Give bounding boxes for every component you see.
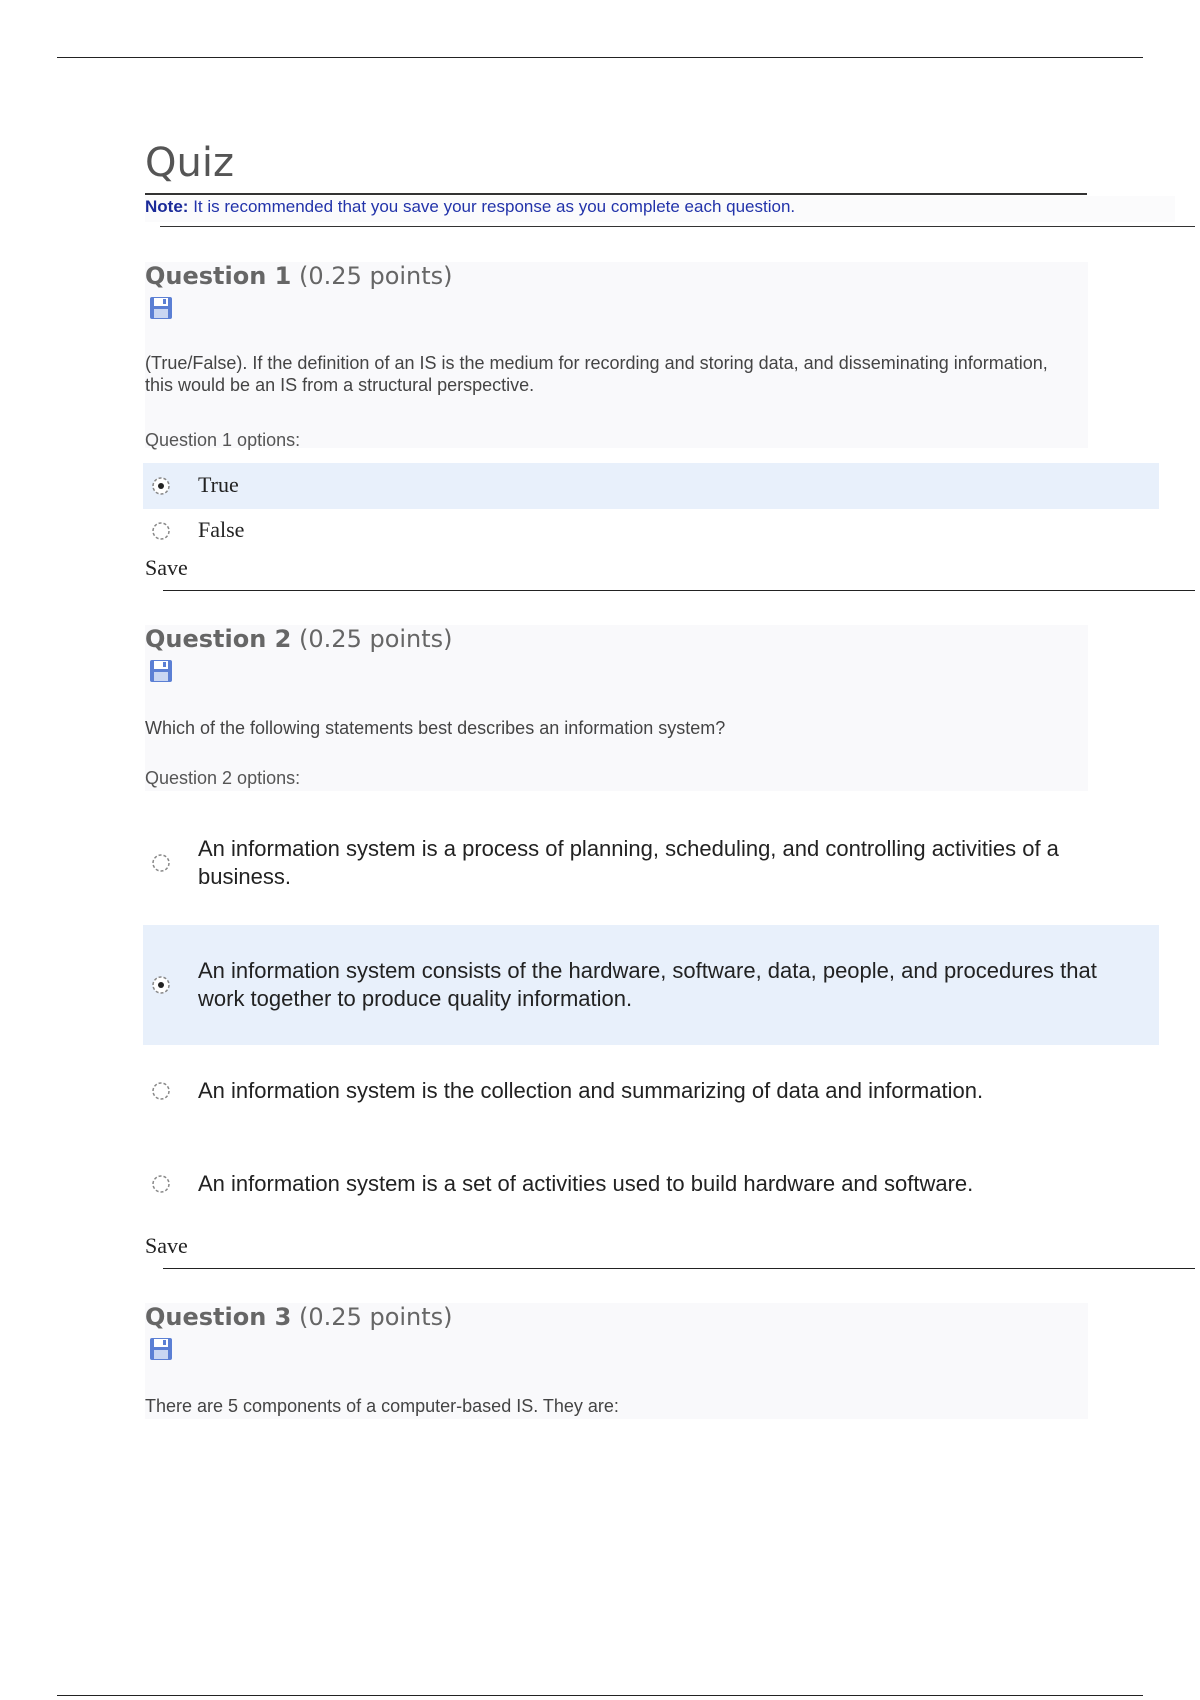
question-2-options-label: Question 2 options: xyxy=(145,768,301,788)
option-label: An information system is a process of planning, scheduling, and controlling activities of a business. xyxy=(198,836,1059,889)
question-3-text: There are 5 components of a computer-based IS. They are: xyxy=(145,1396,619,1416)
question-number: Question 2 xyxy=(145,625,292,653)
question-points: (0.25 points) xyxy=(299,1303,453,1331)
page-title: Quiz xyxy=(145,140,234,186)
question-points: (0.25 points) xyxy=(299,625,453,653)
option-label: True xyxy=(198,472,239,497)
question-number: Question 3 xyxy=(145,1303,292,1331)
floppy-disk-icon[interactable] xyxy=(149,296,173,320)
question-number: Question 1 xyxy=(145,262,292,290)
radio-selected-icon[interactable] xyxy=(151,476,171,496)
question-2-save-button[interactable]: Save xyxy=(145,1233,188,1258)
question-1-option-true[interactable] xyxy=(143,463,1159,509)
radio-unselected-icon[interactable] xyxy=(151,521,171,541)
question-1-header xyxy=(145,262,1088,448)
radio-unselected-icon[interactable] xyxy=(151,853,171,873)
page-top-rule xyxy=(57,57,1143,58)
question-2-option-2[interactable] xyxy=(143,925,1159,1045)
question-points: (0.25 points) xyxy=(299,262,453,290)
question-3-heading xyxy=(145,1303,453,1331)
note-text: It is recommended that you save your response as you complete each question. xyxy=(193,197,796,216)
radio-selected-icon[interactable] xyxy=(151,975,171,995)
save-note xyxy=(145,196,1175,222)
option-label: An information system consists of the hardware, software, data, people, and procedures that work together to produce quality information. xyxy=(198,958,1097,1011)
floppy-disk-icon[interactable] xyxy=(149,659,173,683)
option-label: False xyxy=(198,517,245,542)
question-2-heading xyxy=(145,625,453,653)
note-label: Note: xyxy=(145,197,189,216)
title-underline xyxy=(145,193,1087,195)
question-1-text: (True/False). If the definition of an IS is the medium for recording and storing data, and disseminating information, this would be an IS from a structural perspective. xyxy=(145,353,1048,395)
question-1-option-false[interactable] xyxy=(143,509,1159,555)
question-2-option-1[interactable] xyxy=(143,815,1159,895)
question-1-options-label: Question 1 options: xyxy=(145,430,301,450)
radio-unselected-icon[interactable] xyxy=(151,1174,171,1194)
question-2-option-4[interactable] xyxy=(143,1158,1159,1218)
option-label: An information system is the collection and summarizing of data and information. xyxy=(198,1078,984,1103)
question-1-divider xyxy=(163,590,1195,591)
question-3-header xyxy=(145,1303,1088,1419)
question-2-divider xyxy=(163,1268,1195,1269)
question-1-heading xyxy=(145,262,453,290)
question-2-header xyxy=(145,625,1088,791)
question-1-save-button[interactable]: Save xyxy=(145,555,188,580)
radio-unselected-icon[interactable] xyxy=(151,1081,171,1101)
option-label: An information system is a set of activities used to build hardware and software. xyxy=(198,1171,974,1196)
note-divider xyxy=(160,226,1195,227)
floppy-disk-icon[interactable] xyxy=(149,1337,173,1361)
question-2-option-3[interactable] xyxy=(143,1065,1159,1125)
page-bottom-rule xyxy=(57,1695,1143,1696)
question-2-text: Which of the following statements best describes an information system? xyxy=(145,718,726,738)
